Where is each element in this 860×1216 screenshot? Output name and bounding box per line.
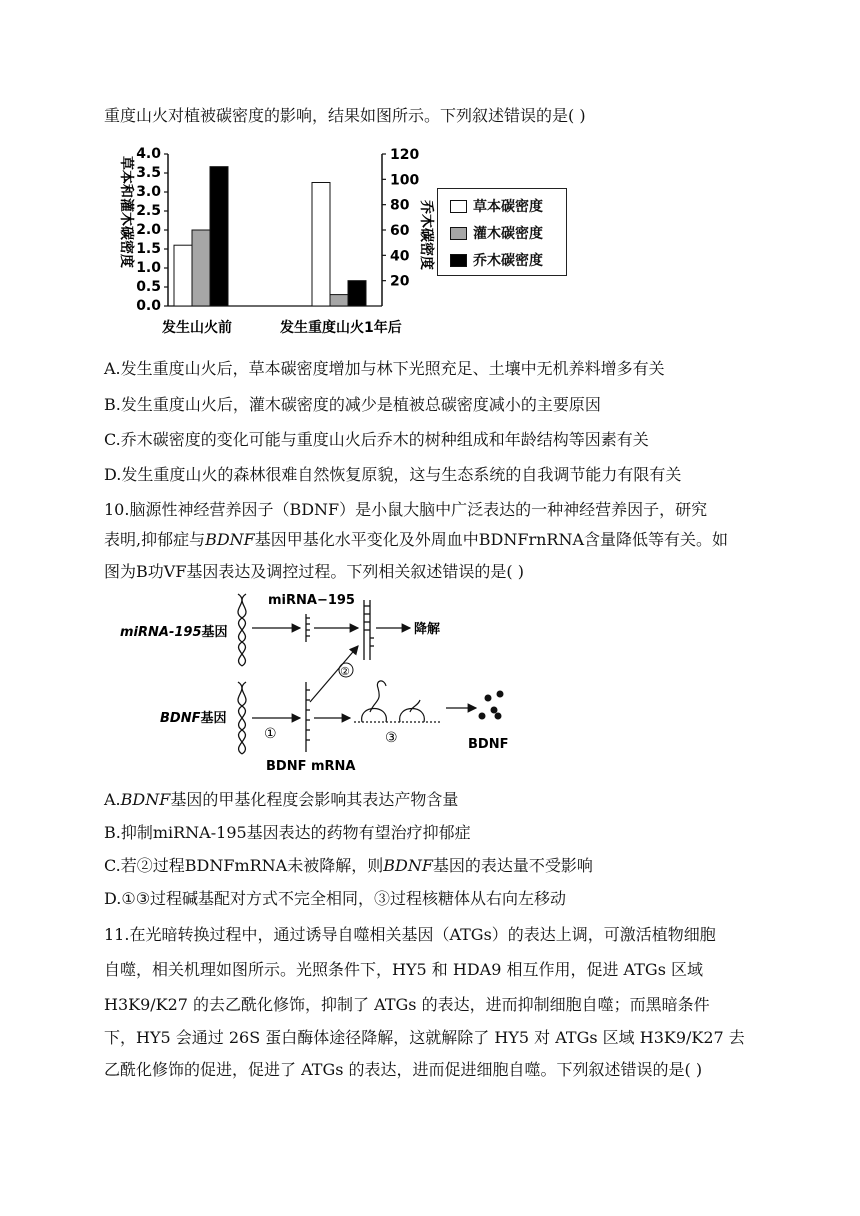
step2-label: ② bbox=[340, 665, 350, 678]
legend-label: 乔木碳密度 bbox=[473, 253, 543, 269]
q9-option-a: A.发生重度山火后，草本碳密度增加与林下光照充足、土壤中无机养料增多有关 bbox=[104, 359, 665, 378]
right-tick-label: 100 bbox=[390, 172, 420, 189]
q9-option-b: B.发生重度山火后，灌木碳密度的减少是植被总碳密度减小的主要原因 bbox=[104, 395, 601, 414]
bdnf-mrna-label: BDNF mRNA bbox=[266, 759, 356, 774]
q10-option-a-rest: 基因的甲基化程度会影响其表达产物含量 bbox=[170, 790, 459, 809]
legend-entry bbox=[450, 223, 543, 243]
right-tick-label: 120 bbox=[390, 147, 420, 163]
left-tick-label: 1.0 bbox=[136, 260, 161, 276]
right-tick-label: 20 bbox=[390, 273, 410, 290]
q10-option-c-b: 基因的表达量不受影响 bbox=[432, 856, 593, 875]
category-labels bbox=[161, 319, 402, 336]
left-tick-label: 0.5 bbox=[136, 279, 161, 295]
chart-legend bbox=[437, 188, 567, 276]
ylabel-left: 草本和灌木碳密度 bbox=[118, 156, 134, 268]
left-tick-label: 4.0 bbox=[136, 146, 161, 162]
q10-gene-italic: BDNF bbox=[205, 530, 255, 549]
left-tick-label: 2.5 bbox=[136, 203, 161, 219]
q10-line2-a: 表明,抑郁症与 bbox=[104, 530, 206, 549]
q10-option-a-prefix: A. bbox=[104, 790, 121, 809]
dna-helix-bdnf bbox=[238, 682, 246, 754]
step1-label: ① bbox=[264, 726, 277, 742]
bdnf-mrna-strand bbox=[306, 682, 310, 752]
q10-line2 bbox=[104, 530, 728, 550]
q11-line2: 自噬，相关机理如图所示。光照条件下，HY5 和 HDA9 相互作用，促进 ATGs 区域 bbox=[104, 960, 703, 979]
bdnf-gene-label: BDNF基因 bbox=[160, 711, 227, 726]
left-tick-label: 1.5 bbox=[136, 241, 161, 257]
q9-option-c: C.乔木碳密度的变化可能与重度山火后乔木的树种组成和年龄结构等因素有关 bbox=[104, 430, 649, 449]
bar-2-1 bbox=[348, 281, 366, 306]
bar-0-0 bbox=[174, 245, 192, 306]
bar-1-1 bbox=[330, 295, 348, 306]
q10-option-c-a: C.若②过程BDNFmRNA未被降解，则 bbox=[104, 856, 384, 875]
legend-entry bbox=[450, 250, 543, 270]
q10-line3: 图为B功VF基因表达及调控过程。下列相关叙述错误的是( ) bbox=[104, 562, 524, 581]
q10-option-a-gene: BDNF bbox=[120, 790, 171, 809]
ribosomes bbox=[354, 681, 440, 722]
q10-option-c bbox=[104, 856, 593, 876]
question-intro: 重度山火对植被碳密度的影响，结果如图所示。下列叙述错误的是( ) bbox=[104, 106, 586, 125]
left-tick-label: 0.0 bbox=[136, 298, 161, 314]
left-tick-label: 2.0 bbox=[136, 222, 161, 238]
q10-option-c-gene: BDNF bbox=[383, 856, 433, 875]
degrade-label: 降解 bbox=[414, 622, 441, 637]
q10-line2-b: 基因甲基化水平变化及外周血中BDNFrnRNA含量降低等有关。如 bbox=[254, 530, 729, 549]
carbon-density-chart bbox=[100, 142, 434, 342]
right-tick-label: 80 bbox=[390, 197, 410, 214]
ylabel-right: 乔木碳密度 bbox=[418, 200, 434, 270]
legend-entry bbox=[450, 196, 543, 216]
q10-line1: 10.脑源性神经营养因子（BDNF）是小鼠大脑中广泛表达的一种神经营养因子，研究 bbox=[104, 500, 708, 519]
q10-option-a bbox=[104, 790, 458, 810]
legend-label: 草本碳密度 bbox=[473, 199, 543, 215]
mirna-195-label: miRNA−195 bbox=[268, 593, 355, 608]
q10-option-d: D.①③过程碱基配对方式不完全相同，③过程核糖体从右向左移动 bbox=[104, 889, 567, 908]
q11-line3: H3K9/K27 的去乙酰化修饰，抑制了 ATGs 的表达，进而抑制细胞自噬；而黑暗条件 bbox=[104, 995, 710, 1014]
q11-line5: 乙酰化修饰的促进，促进了 ATGs 的表达，进而促进细胞自噬。下列叙述错误的是( ) bbox=[104, 1060, 703, 1079]
right-axis bbox=[382, 147, 419, 306]
category-label: 发生山火前 bbox=[162, 320, 232, 336]
legend-swatch bbox=[450, 227, 467, 240]
legend-label: 灌木碳密度 bbox=[473, 226, 543, 242]
q11-line1: 11.在光暗转换过程中，通过诱导自噬相关基因（ATGs）的表达上调，可激活植物细胞 bbox=[104, 925, 716, 944]
q11-line4: 下，HY5 会通过 26S 蛋白酶体途径降解，这就解除了 HY5 对 ATGs 区域 H3K9/K27 去 bbox=[104, 1028, 745, 1047]
bdnf-protein-label: BDNF bbox=[468, 737, 509, 752]
bars bbox=[174, 167, 366, 306]
legend-swatch bbox=[450, 200, 467, 213]
bar-0-1 bbox=[312, 183, 330, 307]
mirna-mrna-complex bbox=[364, 600, 374, 660]
bar-2-0 bbox=[210, 167, 228, 306]
bdnf-protein-dots bbox=[479, 691, 504, 720]
dna-helix-mirna bbox=[238, 594, 246, 666]
mirna-strand bbox=[306, 614, 310, 642]
left-axis bbox=[136, 146, 382, 314]
step3-label: ③ bbox=[385, 730, 398, 746]
right-tick-label: 60 bbox=[390, 223, 410, 239]
q9-option-d: D.发生重度山火的森林很难自然恢复原貌，这与生态系统的自我调节能力有限有关 bbox=[104, 465, 682, 484]
bdnf-regulation-diagram bbox=[100, 590, 520, 780]
q10-option-b: B.抑制miRNA-195基因表达的药物有望治疗抑郁症 bbox=[104, 823, 471, 842]
left-tick-label: 3.0 bbox=[136, 184, 161, 200]
left-tick-label: 3.5 bbox=[136, 165, 161, 181]
bar-1-0 bbox=[192, 230, 210, 306]
right-tick-label: 40 bbox=[390, 248, 410, 265]
mirna-gene-label: miRNA-195基因 bbox=[120, 625, 228, 640]
category-label: 发生重度山火1年后 bbox=[280, 320, 402, 336]
legend-swatch bbox=[450, 254, 467, 267]
